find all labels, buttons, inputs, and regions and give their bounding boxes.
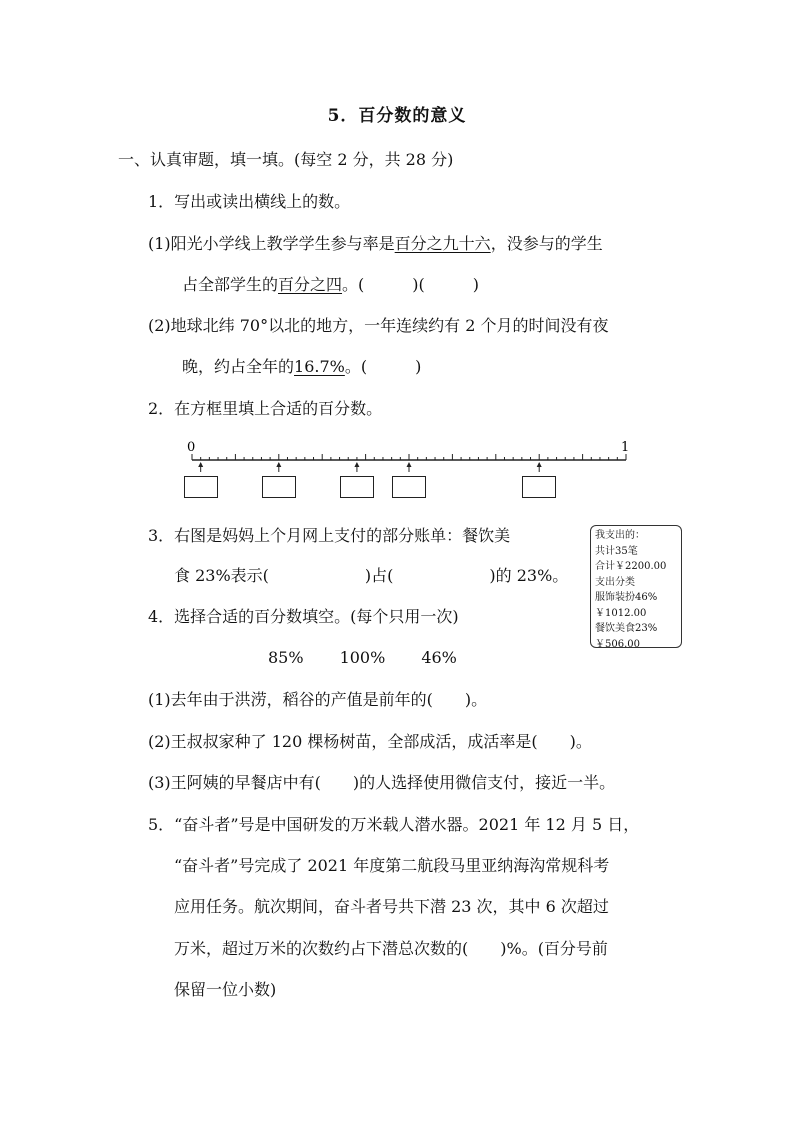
q1-p2-underlined: 16.7% bbox=[294, 357, 345, 376]
q4-stem: 4．选择合适的百分数填空。(每个只用一次) bbox=[148, 607, 459, 626]
q5-line4[interactable]: 万米，超过万米的次数约占下潜总次数的( )%。(百分号前 bbox=[174, 939, 608, 958]
q1-p1-text-b: ，没参与的学生 bbox=[490, 234, 603, 253]
q5-line5: 保留一位小数) bbox=[174, 980, 277, 999]
receipt-line: ￥506.00 bbox=[595, 638, 640, 648]
q2-stem: 2．在方框里填上合适的百分数。 bbox=[148, 399, 383, 418]
number-line-arrowhead bbox=[354, 462, 359, 467]
q1-p1-underlined-2: 百分之四 bbox=[278, 275, 343, 294]
receipt-line: 共计35笔 bbox=[595, 545, 638, 557]
number-line-ticks bbox=[192, 454, 626, 460]
number-line-start-label: 0 bbox=[187, 440, 196, 455]
q1-p2-text-b: 晚，约占全年的 bbox=[182, 357, 295, 376]
q1-p1-underlined-1: 百分之九十六 bbox=[394, 234, 491, 253]
q4-options bbox=[268, 650, 457, 666]
receipt-line: 支出分类 bbox=[595, 576, 635, 588]
q3-line2[interactable]: 食 23%表示( )占( )的 23%。 bbox=[174, 566, 569, 585]
q1-p1-text-a: (1)阳光小学线上教学学生参与率是 bbox=[148, 234, 395, 253]
q4-part1[interactable]: (1)去年由于洪涝，稻谷的产值是前年的( )。 bbox=[148, 690, 488, 709]
page-title: 5．百分数的意义 bbox=[327, 106, 467, 126]
q4-option: 100% bbox=[339, 648, 386, 667]
answer-box[interactable] bbox=[340, 476, 374, 498]
q1-stem: 1．写出或读出横线上的数。 bbox=[148, 192, 351, 211]
section-heading: 一、认真审题，填一填。(每空 2 分，共 28 分) bbox=[118, 150, 454, 169]
receipt-line: 合计￥2200.00 bbox=[595, 561, 667, 572]
number-line-arrowhead bbox=[198, 462, 203, 467]
number-line-arrowhead bbox=[537, 462, 542, 467]
number-line-arrowhead bbox=[407, 462, 412, 467]
answer-box[interactable] bbox=[392, 476, 426, 498]
q5-line3: 应用任务。航次期间，奋斗者号共下潜 23 次，其中 6 次超过 bbox=[174, 897, 609, 916]
receipt-line: 我支出的： bbox=[595, 530, 645, 541]
number-line-arrows bbox=[198, 462, 542, 472]
answer-box[interactable] bbox=[262, 476, 296, 498]
q3-line1: 3．右图是妈妈上个月网上支付的部分账单：餐饮美 bbox=[148, 526, 511, 545]
number-line-arrowhead bbox=[276, 462, 281, 467]
receipt-line: ￥1012.00 bbox=[595, 607, 647, 619]
q1-p1-answer-blanks[interactable]: 。( )( ) bbox=[342, 275, 480, 294]
q1-p1-text-c: 占全部学生的 bbox=[182, 275, 279, 294]
number-line bbox=[0, 0, 794, 520]
q4-part2[interactable]: (2)王叔叔家种了 120 棵杨树苗，全部成活，成活率是( )。 bbox=[148, 732, 592, 751]
payment-receipt bbox=[590, 525, 682, 648]
q4-part3[interactable]: (3)王阿姨的早餐店中有( )的人选择使用微信支付，接近一半。 bbox=[148, 773, 616, 792]
q1-p2-answer-blank[interactable]: 。( ) bbox=[344, 357, 422, 376]
answer-box[interactable] bbox=[522, 476, 556, 498]
q4-option: 46% bbox=[421, 648, 457, 667]
q4-option: 85% bbox=[268, 648, 304, 667]
q5-line1: 5．“奋斗者”号是中国研发的万米载人潜水器。2021 年 12 月 5 日， bbox=[148, 815, 640, 834]
q5-line2: “奋斗者”号完成了 2021 年度第二航段马里亚纳海沟常规科考 bbox=[174, 856, 610, 875]
answer-box[interactable] bbox=[184, 476, 218, 498]
number-line-end-label: 1 bbox=[621, 440, 630, 455]
receipt-line: 服饰装扮46% bbox=[595, 592, 658, 603]
receipt-line: 餐饮美食23% bbox=[595, 623, 658, 634]
q1-part2-line1: (2)地球北纬 70°以北的地方，一年连续约有 2 个月的时间没有夜 bbox=[148, 316, 609, 335]
